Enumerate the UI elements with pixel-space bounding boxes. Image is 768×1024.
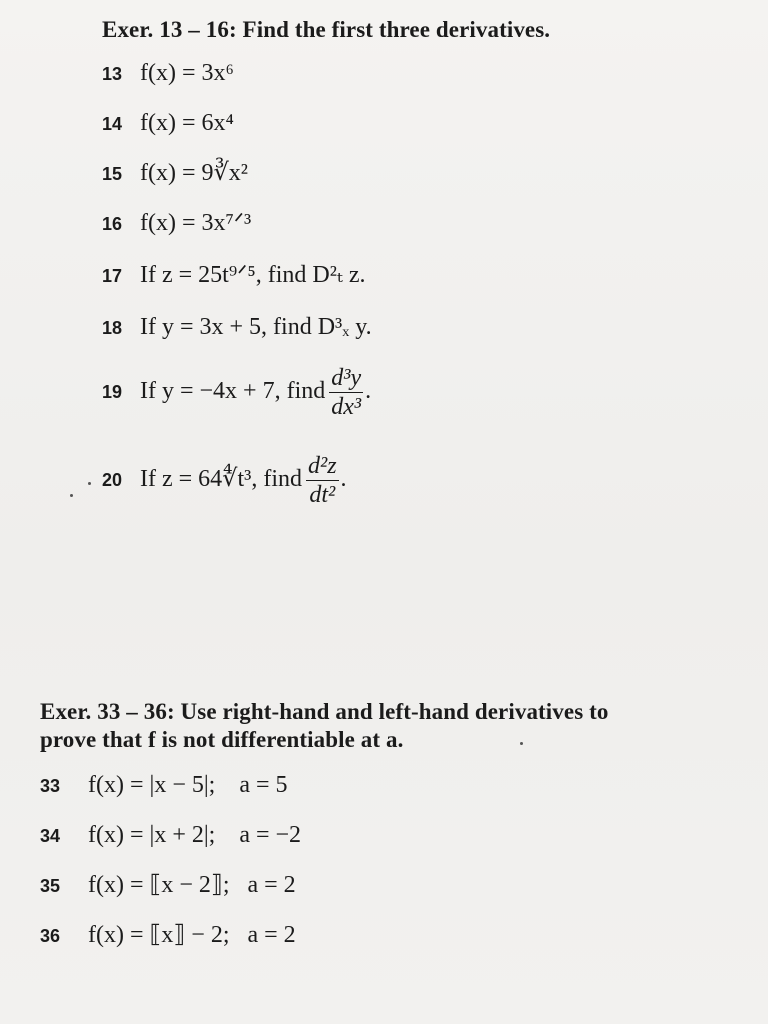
exercise-20 bbox=[102, 452, 347, 509]
exercise-expression: f(x) = 9∛x² bbox=[140, 160, 248, 186]
exercise-expression: f(x) = 3x⁶ bbox=[140, 60, 234, 86]
exercise-number: 35 bbox=[40, 876, 61, 896]
exercise-expression: f(x) = |x + 2|; a = −2 bbox=[88, 822, 302, 848]
fraction-numerator: d³y bbox=[331, 365, 362, 391]
exercise-number: 17 bbox=[102, 266, 123, 286]
fraction-denominator: dx³ bbox=[331, 394, 362, 420]
fraction-numerator: d²z bbox=[308, 453, 337, 479]
exercise-number: 33 bbox=[40, 776, 61, 796]
exercise-36 bbox=[40, 920, 296, 951]
exercise-number: 34 bbox=[40, 826, 61, 846]
section-heading-33-36 bbox=[40, 698, 608, 754]
scan-speck bbox=[70, 494, 73, 497]
exercise-35 bbox=[40, 870, 296, 901]
exercise-number: 19 bbox=[102, 382, 123, 403]
exercise-number: 20 bbox=[102, 470, 123, 491]
scan-speck bbox=[520, 742, 523, 745]
scan-speck bbox=[88, 482, 91, 485]
heading-line-2: prove that f is not differentiable at a. bbox=[40, 727, 404, 752]
exercise-expression: If z = 25t⁹ᐟ⁵, find D²ₜ z. bbox=[140, 262, 366, 288]
exercise-number: 15 bbox=[102, 164, 123, 184]
derivative-fraction bbox=[306, 452, 339, 509]
exercise-15 bbox=[102, 158, 248, 189]
period: . bbox=[365, 378, 372, 405]
exercise-expression: If y = −4x + 7, find bbox=[140, 378, 326, 405]
exercise-13 bbox=[102, 58, 234, 89]
exercise-16 bbox=[102, 208, 251, 239]
exercise-number: 36 bbox=[40, 926, 61, 946]
fraction-denominator: dt² bbox=[309, 482, 336, 508]
exercise-17 bbox=[102, 260, 366, 291]
exercise-number: 14 bbox=[102, 114, 123, 134]
derivative-fraction bbox=[329, 364, 363, 421]
heading-line-1: Exer. 33 – 36: Use right-hand and left-hand derivatives to bbox=[40, 699, 609, 724]
exercise-number: 18 bbox=[102, 318, 123, 338]
exercise-18 bbox=[102, 312, 372, 343]
exercise-expression: f(x) = |x − 5|; a = 5 bbox=[88, 772, 288, 798]
section-heading-13-16: Exer. 13 – 16: Find the first three derivatives. bbox=[102, 17, 551, 42]
exercise-33 bbox=[40, 770, 288, 801]
exercise-number: 16 bbox=[102, 214, 123, 234]
exercise-19 bbox=[102, 364, 371, 421]
exercise-14 bbox=[102, 108, 234, 139]
period: . bbox=[340, 466, 347, 493]
exercise-expression: If z = 64∜t³, find bbox=[140, 466, 302, 493]
exercise-expression: f(x) = 3x⁷ᐟ³ bbox=[140, 210, 252, 236]
exercise-34 bbox=[40, 820, 301, 851]
exercise-expression: f(x) = ⟦x − 2⟧; a = 2 bbox=[88, 872, 296, 898]
exercise-expression: f(x) = 6x⁴ bbox=[140, 110, 234, 136]
exercise-expression: If y = 3x + 5, find D³ₓ y. bbox=[140, 314, 372, 340]
exercise-expression: f(x) = ⟦x⟧ − 2; a = 2 bbox=[88, 922, 296, 948]
exercise-number: 13 bbox=[102, 64, 123, 84]
